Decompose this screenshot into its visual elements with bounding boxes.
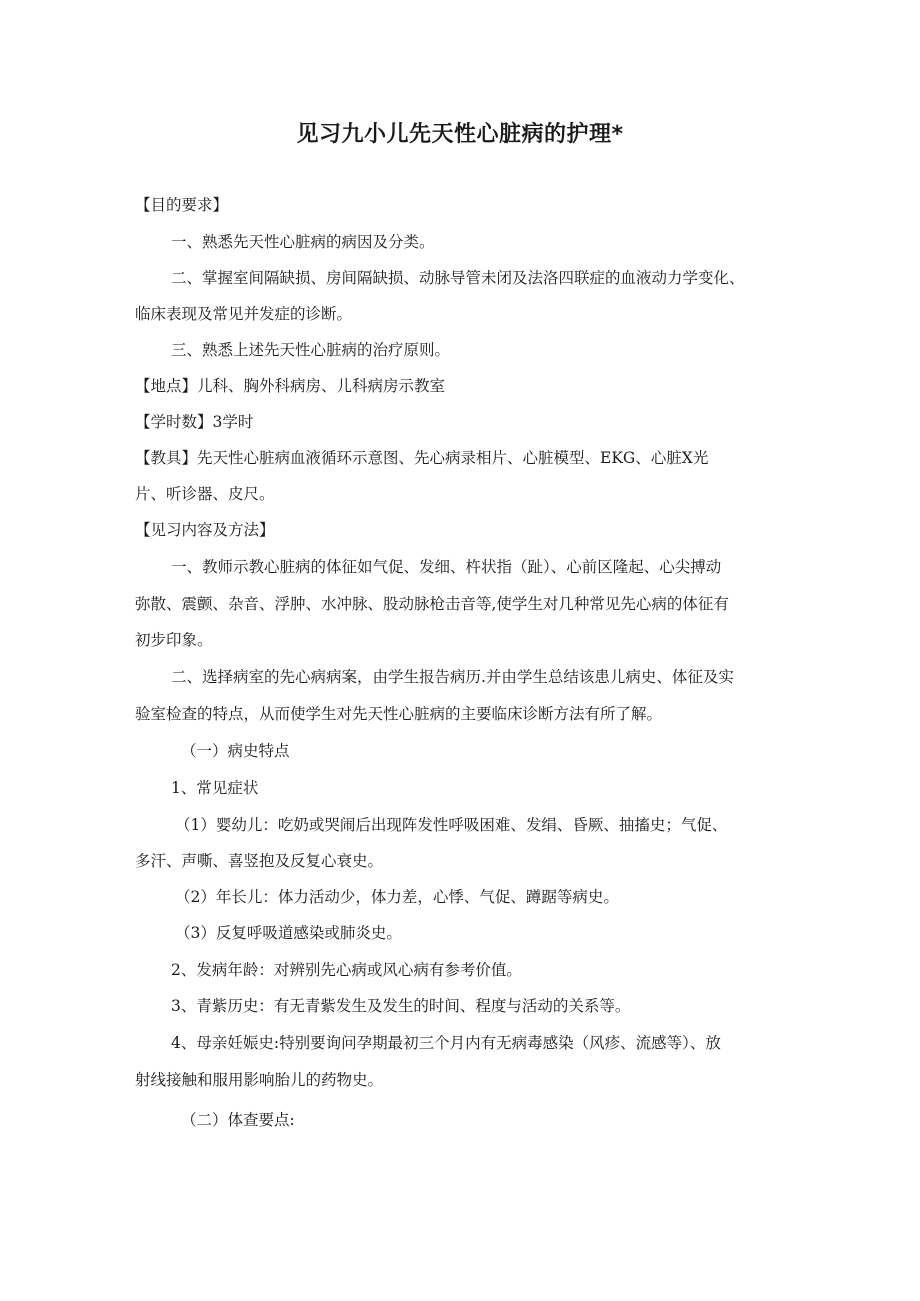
objectives-heading: 【目的要求】: [135, 196, 229, 214]
paragraph-2-line-2: 验室检查的特点，从而使学生对先天性心脏病的主要临床诊断方法有所了解。: [135, 705, 663, 723]
tools-line-1: 【教具】先天性心脏病血液循环示意图、先心病录相片、心脏模型、EKG、心脏X光: [135, 449, 709, 467]
recurrent-infection-line: （3）反复呼吸道感染或肺炎史。: [175, 924, 402, 942]
pregnancy-line-2: 射线接触和服用影响胎儿的药物史。: [135, 1071, 384, 1089]
cyanosis-line: 3、青紫历史：有无青紫发生及发生的时间、程度与活动的关系等。: [171, 997, 631, 1015]
paragraph-1-line-1: 一、教师示教心脏病的体征如气促、发细、杵状指（趾）、心前区隆起、心尖搏动: [171, 558, 722, 576]
onset-age-line: 2、发病年龄：对辨别先心病或风心病有参考价值。: [171, 961, 522, 979]
paragraph-1-line-3: 初步印象。: [135, 631, 213, 649]
paragraph-2-line-1: 二、选择病室的先心病病案，由学生报告病历.并由学生总结该患儿病史、体征及实: [171, 668, 734, 686]
paragraph-1-line-2: 弥散、震颤、杂音、浮肿、水冲脉、股动脉枪击音等,使学生对几种常见先心病的体征有: [135, 595, 729, 613]
document-title: 见习九小儿先天性心脏病的护理*: [296, 122, 624, 147]
symptoms-heading: 1、常见症状: [171, 779, 259, 797]
location-line: 【地点】儿科、胸外科病房、儿科病房示教室: [135, 377, 446, 395]
exam-heading: （二）体查要点:: [181, 1111, 295, 1129]
objective-item-2-line-1: 二、掌握室间隔缺损、房间隔缺损、动脉导管未闭及法洛四联症的血液动力学变化、: [171, 269, 745, 287]
pregnancy-line-1: 4、母亲妊娠史:特别要询问孕期最初三个月内有无病毒感染（风疹、流感等）、放: [171, 1034, 721, 1052]
objective-item-2-line-2: 临床表现及常见并发症的诊断。: [135, 305, 353, 323]
older-child-line: （2）年长儿：体力活动少，体力差，心悸、气促、蹲踞等病史。: [175, 888, 619, 906]
tools-line-2: 片、听诊器、皮尺。: [135, 485, 275, 503]
infant-line-1: （1）婴幼儿：吃奶或哭闹后出现阵发性呼吸困难、发绢、昏厥、抽搐史；气促、: [175, 816, 728, 834]
history-heading: （一）病史特点: [181, 742, 290, 760]
objective-item-1: 一、熟悉先天性心脏病的病因及分类。: [171, 233, 435, 251]
objective-item-3: 三、熟悉上述先天性心脏病的治疗原则。: [171, 341, 451, 359]
content-heading: 【见习内容及方法】: [135, 521, 275, 539]
hours-line: 【学时数】3学时: [135, 413, 254, 431]
infant-line-2: 多汗、声嘶、喜竖抱及反复心衰史。: [135, 852, 384, 870]
